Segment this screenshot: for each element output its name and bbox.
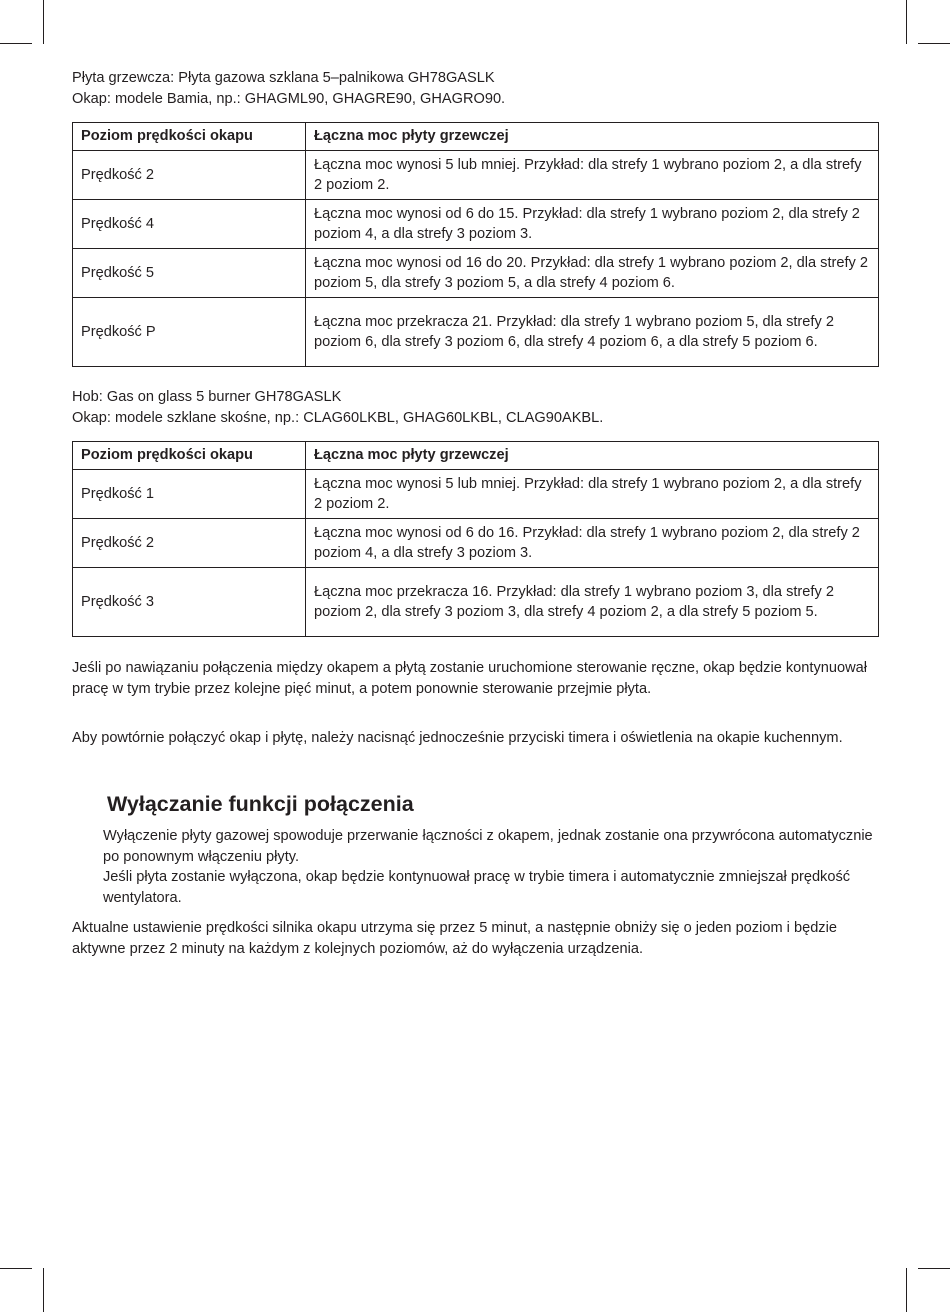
paragraph-text: Jeśli po nawiązaniu połączenia między okapem a płytą zostanie uruchomione sterowanie ręczne, okap będzie kontynuował pracę w tym trybie przez kolejne pięć minut, a potem ponownie sterowanie przejmie płyta. [72, 660, 868, 697]
column-header: Poziom prędkości okapu [73, 442, 306, 470]
section-body [103, 826, 888, 908]
column-header: Łączna moc płyty grzewczej [306, 442, 879, 470]
hob-hood-intro-2 [72, 387, 882, 428]
speed-cell: Prędkość P [73, 298, 306, 367]
crop-mark [43, 0, 44, 44]
speed-cell: Prędkość 2 [73, 151, 306, 200]
speed-table-2 [72, 441, 879, 637]
speed-cell: Prędkość 2 [73, 519, 306, 568]
table-row [73, 470, 879, 519]
table-row [73, 519, 879, 568]
speed-cell: Prędkość 4 [73, 200, 306, 249]
paragraph-text: Aby powtórnie połączyć okap i płytę, należy nacisnąć jednocześnie przyciski timera i oświetlenia na okapie kuchennym. [72, 730, 843, 746]
crop-mark [918, 43, 950, 44]
power-cell: Łączna moc wynosi od 6 do 15. Przykład: dla strefy 1 wybrano poziom 2, dla strefy 2 poziom 4, a dla strefy 3 poziom 3. [306, 200, 879, 249]
hob-hood-intro-1 [72, 68, 882, 109]
table-row [73, 200, 879, 249]
motor-speed-paragraph [72, 918, 882, 959]
table-header-row [73, 123, 879, 151]
speed-cell: Prędkość 3 [73, 568, 306, 637]
power-cell: Łączna moc wynosi od 6 do 16. Przykład: dla strefy 1 wybrano poziom 2, dla strefy 2 poziom 4, a dla strefy 3 poziom 3. [306, 519, 879, 568]
power-cell: Łączna moc przekracza 21. Przykład: dla strefy 1 wybrano poziom 5, dla strefy 2 poziom 6, dla strefy 3 poziom 6, dla strefy 4 poziom 6, a dla strefy 5 poziom 6. [306, 298, 879, 367]
table-header-row [73, 442, 879, 470]
table-row [73, 568, 879, 637]
crop-mark [906, 0, 907, 44]
crop-mark [0, 43, 32, 44]
column-header: Łączna moc płyty grzewczej [306, 123, 879, 151]
speed-cell: Prędkość 5 [73, 249, 306, 298]
paragraph-text: Wyłączenie płyty gazowej spowoduje przerwanie łączności z okapem, jednak zostanie ona przywrócona automatycznie po ponownym włączeniu płyty. [103, 828, 873, 865]
hood-models-line: Okap: modele Bamia, np.: GHAGML90, GHAGRE90, GHAGRO90. [72, 90, 506, 107]
hob-model-line: Hob: Gas on glass 5 burner GH78GASLK [72, 389, 342, 405]
column-header: Poziom prędkości okapu [73, 123, 306, 151]
power-cell: Łączna moc przekracza 16. Przykład: dla strefy 1 wybrano poziom 3, dla strefy 2 poziom 2, dla strefy 3 poziom 3, dla strefy 4 poziom 2, a dla strefy 5 poziom 5. [306, 568, 879, 637]
reconnect-paragraph [72, 728, 882, 749]
manual-control-paragraph [72, 658, 882, 699]
paragraph-text: Jeśli płyta zostanie wyłączona, okap będzie kontynuował pracę w trybie timera i automatycznie zmniejszał prędkość wentylatora. [103, 869, 851, 906]
power-cell: Łączna moc wynosi 5 lub mniej. Przykład: dla strefy 1 wybrano poziom 2, a dla strefy 2 poziom 2. [306, 151, 879, 200]
speed-cell: Prędkość 1 [73, 470, 306, 519]
crop-mark [43, 1268, 44, 1312]
hob-model-line: Płyta grzewcza: Płyta gazowa szklana 5–palnikowa GH78GASLK [72, 70, 495, 86]
section-title: Wyłączanie funkcji połączenia [107, 792, 414, 816]
power-cell: Łączna moc wynosi 5 lub mniej. Przykład: dla strefy 1 wybrano poziom 2, a dla strefy 2 poziom 2. [306, 470, 879, 519]
power-cell: Łączna moc wynosi od 16 do 20. Przykład: dla strefy 1 wybrano poziom 2, dla strefy 2 poziom 5, dla strefy 3 poziom 5, a dla strefy 4 poziom 6. [306, 249, 879, 298]
paragraph-text: Aktualne ustawienie prędkości silnika okapu utrzyma się przez 5 minut, a następnie obniży się o jeden poziom i będzie aktywne przez 2 minuty na każdym z kolejnych poziomów, aż do wyłączenia urządzenia. [72, 920, 837, 957]
crop-mark [0, 1268, 32, 1269]
crop-mark [918, 1268, 950, 1269]
speed-table-1 [72, 122, 879, 367]
hood-models-line: Okap: modele szklane skośne, np.: CLAG60LKBL, GHAG60LKBL, CLAG90AKBL. [72, 409, 604, 426]
table-row [73, 249, 879, 298]
table-row [73, 151, 879, 200]
crop-mark [906, 1268, 907, 1312]
table-row [73, 298, 879, 367]
